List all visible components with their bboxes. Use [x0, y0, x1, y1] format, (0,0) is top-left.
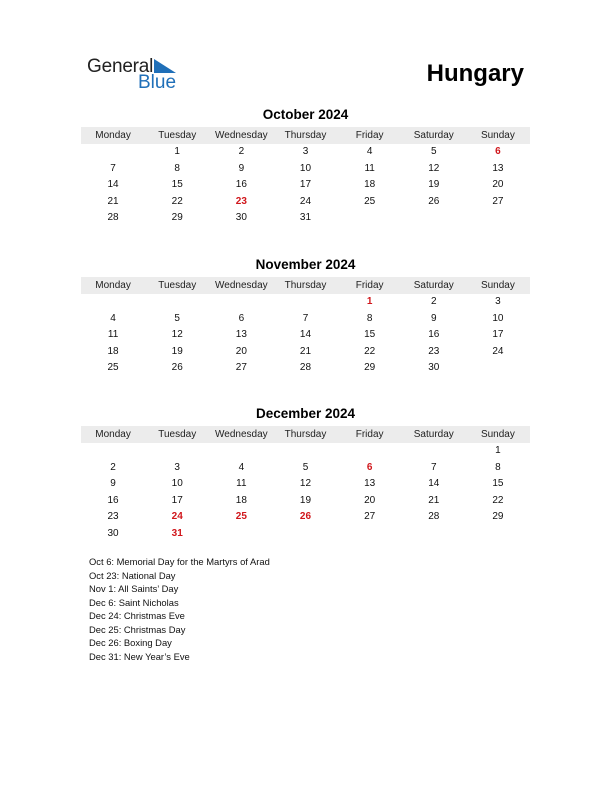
- day-cell: 23: [428, 345, 440, 357]
- day-cell: 8: [495, 461, 501, 473]
- day-cell: 9: [238, 162, 245, 174]
- day-cell: [466, 526, 530, 543]
- day-cell: 27: [492, 195, 504, 207]
- day-cell: 7: [110, 162, 116, 174]
- day-cell: 21: [428, 494, 440, 506]
- holiday-note: Dec 6: Saint Nicholas: [89, 596, 179, 608]
- day-cell: 30: [107, 527, 119, 539]
- day-cell: 27: [235, 362, 247, 374]
- weekday-label: Monday: [95, 429, 131, 440]
- day-cell: 2: [110, 461, 116, 473]
- weekday-label: Thursday: [284, 429, 327, 440]
- day-cell: 5: [302, 461, 309, 473]
- day-cell: 13: [364, 478, 376, 490]
- day-cell: 1: [495, 445, 501, 456]
- day-cell: 25: [107, 362, 119, 374]
- day-cell: [145, 294, 209, 311]
- day-cell: 14: [299, 329, 312, 341]
- day-cell: 22: [171, 195, 183, 207]
- week-row: [81, 210, 530, 227]
- week-row: [81, 460, 530, 477]
- day-cell: 19: [171, 345, 183, 357]
- day-cell: [273, 443, 337, 460]
- day-cell: [466, 210, 530, 227]
- day-cell: 19: [428, 179, 440, 191]
- day-cell: 26: [171, 362, 183, 374]
- holiday-note: Dec 26: Boxing Day: [89, 637, 172, 648]
- day-cell: 4: [238, 461, 245, 473]
- day-cell: 10: [492, 312, 504, 324]
- day-cell: 8: [174, 162, 180, 174]
- day-cell: 15: [364, 329, 376, 341]
- holiday-day-cell: 25: [235, 511, 247, 523]
- day-cell: 28: [107, 212, 119, 224]
- week-row: [81, 443, 530, 460]
- day-cell: 8: [366, 312, 373, 324]
- day-cell: 16: [107, 494, 119, 506]
- week-row: [81, 177, 530, 194]
- day-cell: 13: [235, 329, 247, 341]
- day-cell: 22: [364, 345, 376, 357]
- day-cell: [209, 294, 273, 311]
- day-cell: [338, 526, 402, 543]
- day-cell: 3: [174, 461, 180, 473]
- day-cell: [466, 360, 530, 377]
- weekday-label: Wednesday: [215, 280, 268, 291]
- weekday-label: Thursday: [284, 130, 327, 141]
- weekday-label: Sunday: [480, 429, 515, 440]
- day-cell: 30: [428, 362, 440, 374]
- day-cell: 20: [235, 345, 247, 357]
- week-row: [81, 493, 530, 510]
- day-cell: 3: [302, 146, 309, 157]
- day-cell: 6: [238, 312, 245, 324]
- day-cell: 29: [171, 212, 183, 224]
- weekday-header: [81, 426, 530, 443]
- day-cell: 14: [428, 478, 440, 490]
- day-cell: 15: [171, 179, 183, 191]
- weekday-label: Friday: [355, 130, 384, 141]
- day-cell: 20: [492, 179, 504, 191]
- month-calendar: [81, 405, 530, 543]
- week-row: [81, 509, 530, 526]
- weekday-label: Friday: [355, 429, 384, 440]
- day-cell: 26: [428, 195, 440, 207]
- weekday-header: [81, 277, 530, 294]
- holiday-note: Nov 1: All Saints’ Day: [89, 583, 179, 594]
- day-cell: 21: [299, 345, 312, 357]
- day-cell: 12: [299, 478, 312, 490]
- day-cell: 24: [492, 345, 504, 357]
- country-title: Hungary: [426, 60, 524, 87]
- week-row: [81, 194, 530, 211]
- day-cell: 29: [492, 511, 504, 523]
- week-row: [81, 294, 530, 311]
- weekday-header: [81, 127, 530, 144]
- holiday-note: Oct 23: National Day: [89, 569, 176, 581]
- day-cell: 28: [299, 362, 312, 374]
- day-cell: [338, 210, 402, 227]
- day-cell: [402, 210, 466, 227]
- month-title: October 2024: [262, 107, 349, 122]
- day-cell: 28: [428, 511, 440, 523]
- day-cell: 3: [495, 296, 501, 307]
- day-cell: [402, 443, 466, 460]
- weekday-label: Friday: [355, 280, 384, 291]
- holiday-day-cell: 24: [171, 511, 183, 523]
- month-title: December 2024: [255, 406, 356, 421]
- brand-logo: [87, 56, 187, 92]
- week-row: [81, 526, 530, 543]
- day-cell: 9: [110, 478, 116, 490]
- month-calendar: [81, 106, 530, 227]
- weekday-label: Sunday: [480, 130, 515, 141]
- day-cell: [273, 526, 337, 543]
- day-cell: 17: [492, 329, 504, 341]
- day-cell: 20: [364, 494, 376, 506]
- logo-triangle-icon: [154, 59, 176, 73]
- weekday-label: Monday: [95, 280, 131, 291]
- day-cell: 31: [299, 212, 312, 224]
- holiday-list: [89, 555, 270, 663]
- holiday-day-cell: 6: [366, 461, 373, 473]
- day-cell: 4: [366, 146, 373, 157]
- day-cell: 27: [364, 511, 376, 523]
- day-cell: 4: [110, 312, 116, 324]
- day-cell: 30: [235, 212, 247, 224]
- holiday-note: Oct 6: Memorial Day for the Martyrs of Arad: [89, 556, 270, 567]
- day-cell: 16: [428, 329, 440, 341]
- day-cell: 9: [430, 312, 437, 324]
- holiday-day-cell: 26: [299, 511, 312, 523]
- week-row: [81, 161, 530, 178]
- holiday-note: Dec 25: Christmas Day: [89, 623, 186, 635]
- weekday-label: Wednesday: [215, 429, 268, 440]
- weekday-label: Tuesday: [158, 130, 197, 141]
- day-cell: [338, 443, 402, 460]
- weekday-label: Saturday: [413, 280, 454, 291]
- weekday-label: Monday: [95, 130, 131, 141]
- holiday-day-cell: 6: [495, 146, 501, 157]
- weekday-label: Thursday: [284, 280, 327, 291]
- day-cell: 7: [302, 312, 309, 324]
- day-cell: 17: [299, 179, 312, 191]
- day-cell: 5: [430, 146, 437, 157]
- weekday-label: Saturday: [413, 130, 454, 141]
- day-cell: 12: [428, 162, 440, 174]
- day-cell: 15: [492, 478, 504, 490]
- logo-text-blue: Blue: [138, 72, 177, 93]
- day-cell: 7: [430, 461, 437, 473]
- day-cell: 2: [238, 146, 245, 157]
- weekday-label: Saturday: [413, 429, 454, 440]
- weekday-label: Wednesday: [215, 130, 268, 141]
- day-cell: 18: [364, 179, 376, 191]
- day-cell: 11: [107, 329, 119, 341]
- day-cell: 14: [107, 179, 119, 191]
- holiday-day-cell: 31: [171, 527, 183, 539]
- day-cell: 5: [174, 312, 180, 324]
- logo-text-general: General: [87, 56, 154, 77]
- holiday-note: Dec 24: Christmas Eve: [89, 610, 185, 621]
- week-row: [81, 344, 530, 361]
- day-cell: [81, 144, 145, 161]
- month-title: November 2024: [255, 257, 356, 272]
- day-cell: 10: [299, 162, 312, 174]
- day-cell: 23: [107, 511, 119, 523]
- week-row: [81, 311, 530, 328]
- day-cell: 16: [235, 179, 247, 191]
- day-cell: 18: [107, 345, 119, 357]
- day-cell: 21: [107, 195, 119, 207]
- holiday-day-cell: 1: [366, 296, 373, 307]
- day-cell: 11: [236, 478, 247, 490]
- day-cell: [209, 443, 273, 460]
- day-cell: 29: [364, 362, 376, 374]
- day-cell: [81, 443, 145, 460]
- day-cell: 18: [235, 494, 247, 506]
- day-cell: 17: [171, 494, 183, 506]
- weekday-label: Tuesday: [158, 280, 197, 291]
- day-cell: 19: [299, 494, 312, 506]
- holiday-note: Dec 31: New Year’s Eve: [89, 650, 190, 662]
- day-cell: [402, 526, 466, 543]
- day-cell: 11: [364, 162, 375, 174]
- day-cell: 1: [174, 146, 180, 157]
- week-row: [81, 327, 530, 344]
- day-cell: 25: [364, 195, 376, 207]
- weekday-label: Sunday: [480, 280, 515, 291]
- day-cell: 13: [492, 162, 504, 174]
- weekday-label: Tuesday: [158, 429, 197, 440]
- day-cell: 10: [171, 478, 183, 490]
- day-cell: [145, 443, 209, 460]
- week-row: [81, 144, 530, 161]
- week-row: [81, 360, 530, 377]
- holiday-day-cell: 23: [235, 195, 247, 207]
- day-cell: 12: [171, 329, 183, 341]
- week-row: [81, 476, 530, 493]
- day-cell: 24: [299, 195, 312, 207]
- day-cell: 2: [430, 296, 437, 307]
- month-calendar: [81, 256, 530, 377]
- day-cell: [209, 526, 273, 543]
- day-cell: [273, 294, 337, 311]
- day-cell: [81, 294, 145, 311]
- day-cell: 22: [492, 494, 504, 506]
